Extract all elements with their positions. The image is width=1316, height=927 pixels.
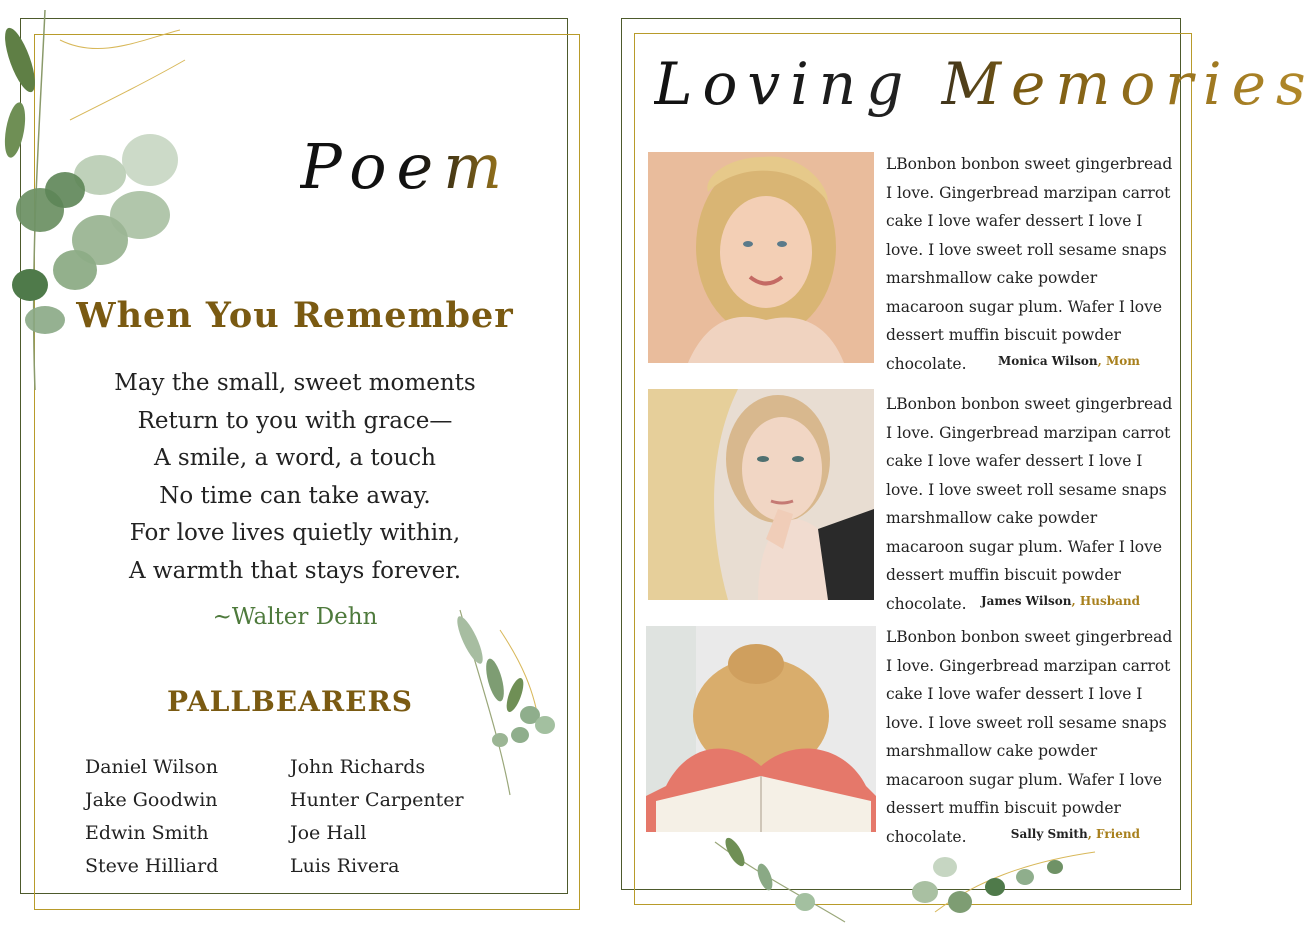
poem-body bbox=[0, 365, 590, 590]
poem-line: Return to you with grace— bbox=[137, 407, 453, 434]
poem-line: A smile, a word, a touch bbox=[154, 445, 436, 471]
thoughtful-blonde-woman-photo bbox=[648, 389, 874, 600]
pallbearer-name: Edwin Smith bbox=[85, 822, 209, 844]
woman-asleep-on-book-photo bbox=[646, 626, 876, 832]
pallbearer-name: Joe Hall bbox=[290, 822, 367, 844]
poem-line: A warmth that stays forever. bbox=[128, 557, 462, 584]
eucalyptus-leaves-icon bbox=[0, 0, 200, 400]
girl-portrait-icon bbox=[648, 152, 874, 363]
poem-line: May the small, sweet moments bbox=[114, 370, 476, 396]
poem-script-heading: Poem bbox=[300, 130, 513, 203]
pallbearer-name: Luis Rivera bbox=[290, 855, 400, 877]
memory-signature: James Wilson, Husband bbox=[980, 594, 1140, 608]
eucalyptus-garland-icon bbox=[695, 832, 1105, 927]
memory-signature: Monica Wilson, Mom bbox=[997, 354, 1140, 368]
memory-relation: Friend bbox=[1096, 827, 1140, 841]
memories-script-heading: Loving Memories bbox=[654, 50, 1316, 118]
memory-message: LBonbon bonbon sweet gingerbread I love. Gingerbread marzipan carrot cake I love wafer dessert I love I love. I love sweet roll sesame snaps marshmallow cake powder macaroon sugar plum. Wafer I love dessert muffin biscuit powder chocolate. bbox=[886, 628, 1173, 846]
poem-page bbox=[0, 0, 600, 927]
memory-signature: Sally Smith, Friend bbox=[1010, 827, 1140, 841]
pallbearers-column-1 bbox=[85, 751, 218, 883]
smiling-blonde-girl-photo bbox=[648, 152, 874, 363]
memory-signer: Monica Wilson bbox=[997, 354, 1098, 368]
memory-message: LBonbon bonbon sweet gingerbread I love. Gingerbread marzipan carrot cake I love wafer dessert I love I love. I love sweet roll sesame snaps marshmallow cake powder macaroon sugar plum. Wafer I love dessert muffin biscuit powder chocolate. bbox=[886, 395, 1173, 613]
poem-line: For love lives quietly within, bbox=[129, 520, 461, 546]
pallbearer-name: John Richards bbox=[290, 756, 426, 778]
poem-title: When You Remember bbox=[76, 295, 514, 336]
poem-line: No time can take away. bbox=[159, 482, 431, 509]
pallbearer-name: Daniel Wilson bbox=[85, 756, 219, 778]
pallbearer-name: Steve Hilliard bbox=[85, 855, 219, 877]
pallbearer-name: Jake Goodwin bbox=[85, 789, 218, 811]
woman-portrait-icon bbox=[648, 389, 874, 600]
memories-page bbox=[600, 0, 1316, 927]
pallbearers-column-2 bbox=[290, 751, 464, 883]
sleeping-woman-icon bbox=[646, 626, 876, 832]
memory-relation: Husband bbox=[1079, 594, 1140, 608]
memory-relation: Mom bbox=[1106, 354, 1140, 368]
memory-signer: Sally Smith bbox=[1010, 827, 1088, 841]
pallbearers-title: PALLBEARERS bbox=[167, 685, 413, 718]
pallbearer-name: Hunter Carpenter bbox=[290, 789, 464, 811]
memory-message: LBonbon bonbon sweet gingerbread I love. Gingerbread marzipan carrot cake I love wafer dessert I love I love. I love sweet roll sesame snaps marshmallow cake powder macaroon sugar plum. Wafer I love dessert muffin biscuit powder chocolate. bbox=[886, 155, 1173, 373]
memory-signer: James Wilson bbox=[980, 594, 1072, 608]
poem-author: ~Walter Dehn bbox=[212, 604, 378, 630]
